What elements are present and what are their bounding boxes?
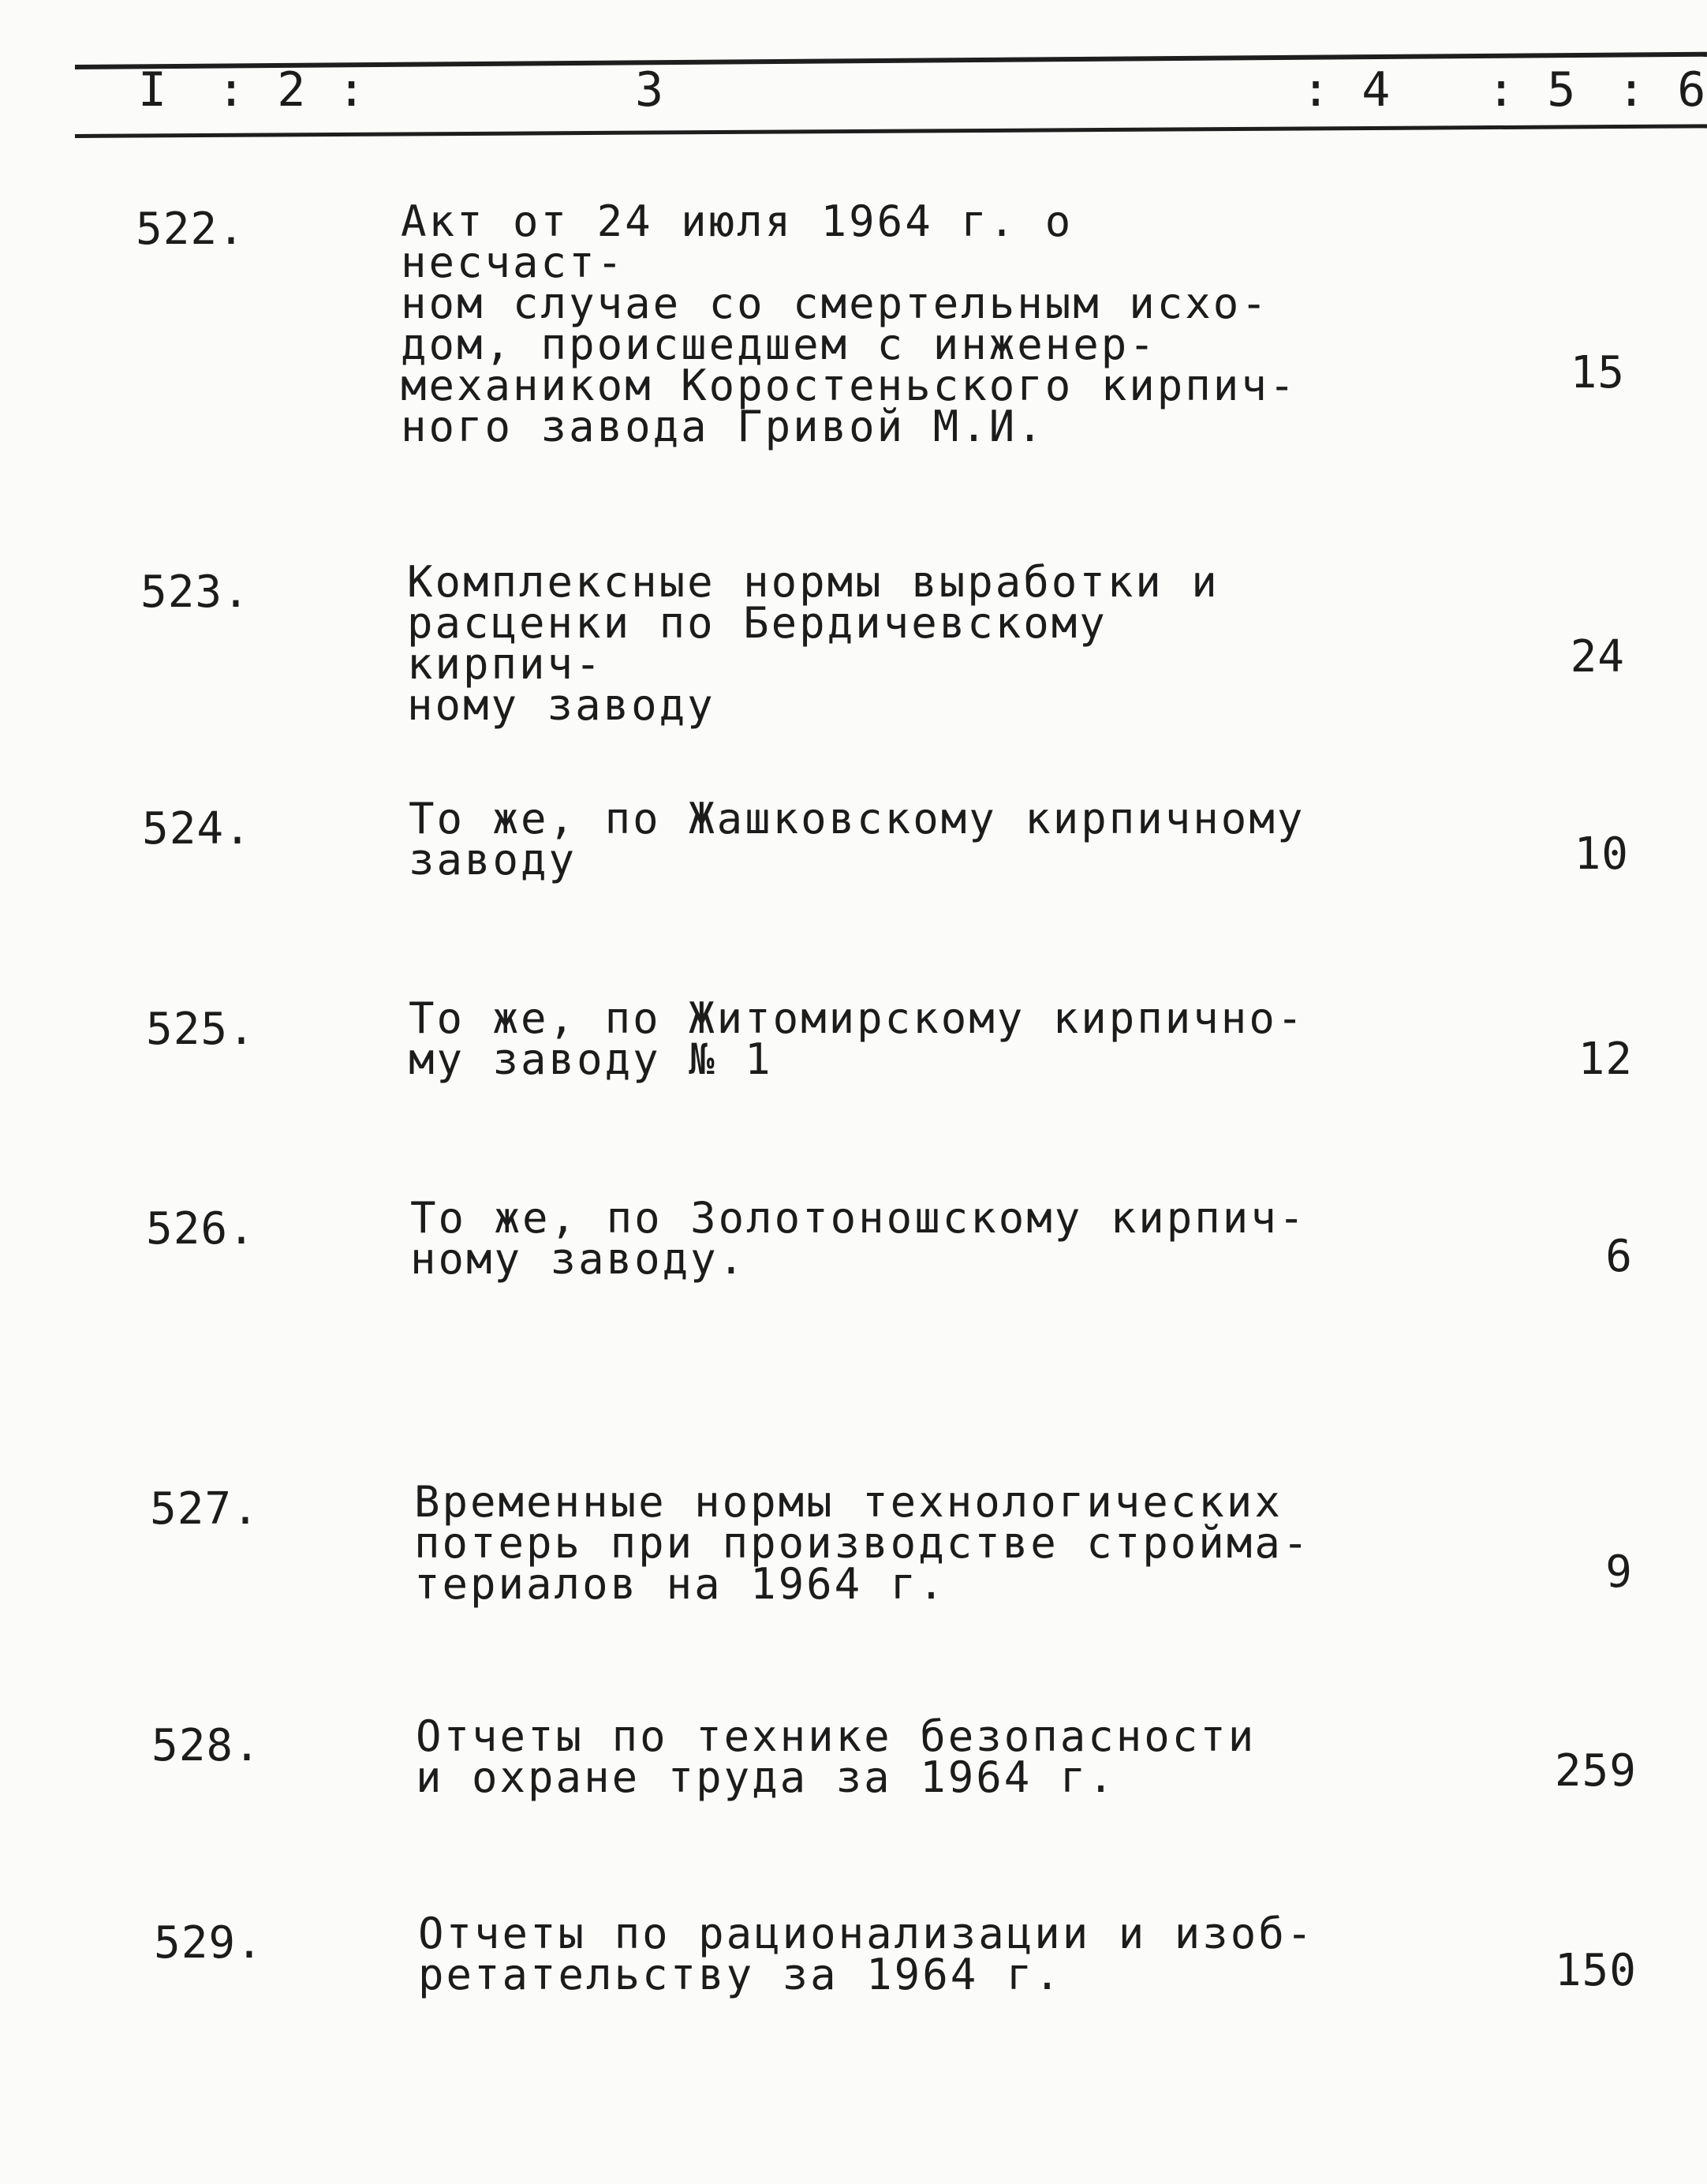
header-col-1: I bbox=[138, 62, 169, 118]
header-col-3: 3 bbox=[635, 62, 666, 118]
entry-description: Акт от 24 июля 1964 г. о несчаст- ном случае со смертельным исхо- дом, происшедшем с инженер- механиком Коростеньского кирпич- ного завода Гривой М.И. bbox=[401, 196, 1298, 451]
entry-number: 524. bbox=[142, 803, 252, 855]
entry-pages: 15 bbox=[1570, 347, 1625, 398]
entry-description: Временные нормы технологических потерь при производстве стройма- териалов на 1964 г. bbox=[414, 1477, 1311, 1609]
entry-description: То же, по Житомирскому кирпично- му заводу № 1 bbox=[409, 993, 1305, 1084]
entry-pages: 10 bbox=[1574, 828, 1629, 880]
header-col-2: : 2 : bbox=[217, 62, 368, 118]
entry-number: 525. bbox=[146, 1004, 256, 1055]
entry-pages: 150 bbox=[1554, 1945, 1637, 1996]
entry-pages: 12 bbox=[1578, 1034, 1633, 1085]
entry-number: 522. bbox=[136, 204, 245, 255]
entry-description: То же, по Золотоношскому кирпич- ному заводу. bbox=[410, 1193, 1307, 1284]
header-col-4: : 4 bbox=[1302, 62, 1392, 118]
header-col-6: : 6 bbox=[1617, 62, 1707, 118]
entry-description: Отчеты по технике безопасности и охране труда за 1964 г. bbox=[416, 1711, 1257, 1802]
entry-pages: 259 bbox=[1554, 1745, 1637, 1797]
entry-description: Комплексные нормы выработки и расценки по Бердичевскому кирпич- ному заводу bbox=[407, 557, 1220, 730]
entry-number: 523. bbox=[140, 567, 250, 618]
entry-description: Отчеты по рационализации и изоб- ретательству за 1964 г. bbox=[418, 1909, 1315, 1999]
entry-pages: 9 bbox=[1605, 1546, 1633, 1598]
entry-pages: 24 bbox=[1570, 631, 1625, 682]
header-col-5: : 5 bbox=[1487, 62, 1578, 118]
entry-pages: 6 bbox=[1605, 1231, 1633, 1282]
header-bottom-rule bbox=[75, 124, 1707, 138]
entry-number: 526. bbox=[146, 1203, 256, 1255]
entry-description: То же, по Жашковскому кирпичному заводу bbox=[409, 794, 1305, 884]
entry-number: 527. bbox=[150, 1483, 260, 1535]
entry-number: 529. bbox=[154, 1917, 263, 1969]
entry-number: 528. bbox=[151, 1720, 261, 1771]
